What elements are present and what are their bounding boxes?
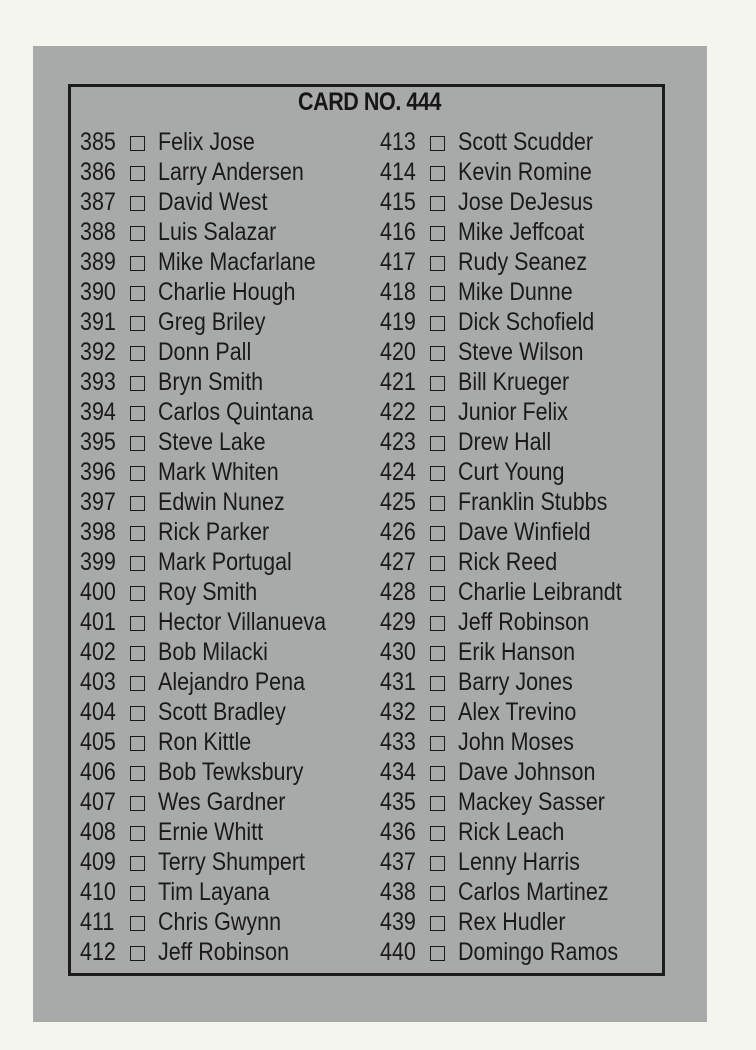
checklist-row (80, 247, 380, 277)
checkbox[interactable] (130, 316, 145, 331)
checklist-row (80, 547, 380, 577)
checkbox[interactable] (430, 886, 445, 901)
checklist-row (380, 697, 680, 727)
player-name: Scott Scudder (458, 128, 594, 156)
player-name: Dave Winfield (458, 518, 591, 546)
player-name: John Moses (458, 728, 574, 756)
player-name: Tim Layana (158, 878, 270, 906)
card-number: 394 (80, 398, 116, 426)
player-name: Lenny Harris (458, 848, 580, 876)
player-name: Ernie Whitt (158, 818, 264, 846)
card-number: 399 (80, 548, 116, 576)
card-number: 403 (80, 668, 116, 696)
checklist-row (80, 427, 380, 457)
card-number: 434 (380, 758, 416, 786)
player-name: Larry Andersen (158, 158, 304, 186)
checklist-row (80, 607, 380, 637)
checkbox[interactable] (130, 286, 145, 301)
checklist-row (380, 157, 680, 187)
player-name: Barry Jones (458, 668, 573, 696)
card-number: 432 (380, 698, 416, 726)
checklist-row (80, 907, 380, 937)
player-name: Charlie Hough (158, 278, 296, 306)
checklist-row (80, 877, 380, 907)
checkbox[interactable] (130, 496, 145, 511)
checkbox[interactable] (130, 676, 145, 691)
checkbox[interactable] (130, 826, 145, 841)
checklist-row (380, 397, 680, 427)
card-number: 416 (380, 218, 416, 246)
player-name: Mark Portugal (158, 548, 292, 576)
checklist-row (380, 457, 680, 487)
card-number: 438 (380, 878, 416, 906)
player-name: Kevin Romine (458, 158, 592, 186)
checkbox[interactable] (130, 406, 145, 421)
checklist-row (80, 937, 380, 967)
card-number: 395 (80, 428, 116, 456)
card-number: 404 (80, 698, 116, 726)
checklist-row (380, 817, 680, 847)
player-name: David West (158, 188, 268, 216)
checkbox[interactable] (130, 436, 145, 451)
card-number: 437 (380, 848, 416, 876)
card-number: 431 (380, 668, 416, 696)
card-number: 396 (80, 458, 116, 486)
player-name: Rex Hudler (458, 908, 566, 936)
player-name: Jose DeJesus (458, 188, 594, 216)
checklist-row (380, 217, 680, 247)
card-number: 412 (80, 938, 116, 966)
player-name: Steve Wilson (458, 338, 584, 366)
checkbox[interactable] (130, 736, 145, 751)
player-name: Bryn Smith (158, 368, 264, 396)
card-number: 436 (380, 818, 416, 846)
checklist-left-column (80, 127, 380, 967)
checklist-row (380, 637, 680, 667)
checklist-row (380, 427, 680, 457)
player-name: Curt Young (458, 458, 565, 486)
card-number: 408 (80, 818, 116, 846)
checkbox[interactable] (430, 136, 445, 151)
checkbox[interactable] (130, 586, 145, 601)
player-name: Mike Macfarlane (158, 248, 316, 276)
checklist-row (80, 727, 380, 757)
checkbox[interactable] (430, 316, 445, 331)
checkbox[interactable] (430, 616, 445, 631)
player-name: Bill Krueger (458, 368, 570, 396)
card-number: 388 (80, 218, 116, 246)
player-name: Dick Schofield (458, 308, 595, 336)
card-number: 385 (80, 128, 116, 156)
checklist-row (380, 727, 680, 757)
checklist-row (380, 577, 680, 607)
checkbox[interactable] (130, 556, 145, 571)
checklist-row (380, 337, 680, 367)
checkbox[interactable] (130, 916, 145, 931)
checkbox[interactable] (430, 346, 445, 361)
checklist-row (380, 907, 680, 937)
card-number: 398 (80, 518, 116, 546)
checkbox[interactable] (130, 766, 145, 781)
card-number: 413 (380, 128, 416, 156)
checkbox[interactable] (430, 796, 445, 811)
checklist-row (80, 817, 380, 847)
checkbox[interactable] (130, 646, 145, 661)
checklist-row (80, 187, 380, 217)
checkbox[interactable] (430, 526, 445, 541)
checkbox[interactable] (130, 796, 145, 811)
checklist-row (380, 247, 680, 277)
card-number: 411 (80, 908, 115, 936)
card-number: 409 (80, 848, 116, 876)
card-number: 405 (80, 728, 116, 756)
checklist-row (380, 547, 680, 577)
player-name: Erik Hanson (458, 638, 576, 666)
card-number: 427 (380, 548, 416, 576)
checklist-row (80, 277, 380, 307)
player-name: Luis Salazar (158, 218, 277, 246)
card-number: 426 (380, 518, 416, 546)
player-name: Franklin Stubbs (458, 488, 608, 516)
checklist-row (380, 277, 680, 307)
player-name: Donn Pall (158, 338, 252, 366)
checkbox[interactable] (130, 706, 145, 721)
checklist-row (80, 667, 380, 697)
player-name: Carlos Martinez (458, 878, 609, 906)
checkbox[interactable] (430, 376, 445, 391)
checkbox[interactable] (130, 136, 145, 151)
player-name: Felix Jose (158, 128, 255, 156)
checklist-row (380, 877, 680, 907)
checklist-row (80, 577, 380, 607)
checklist-right-column (380, 127, 680, 967)
card-number: 407 (80, 788, 116, 816)
card-number: 406 (80, 758, 116, 786)
card-number: 420 (380, 338, 416, 366)
checkbox[interactable] (430, 196, 445, 211)
player-name: Greg Briley (158, 308, 266, 336)
checklist-row (380, 937, 680, 967)
checklist-row (80, 487, 380, 517)
checklist-row (80, 337, 380, 367)
card-number: 402 (80, 638, 116, 666)
checklist-row (80, 457, 380, 487)
player-name: Hector Villanueva (158, 608, 327, 636)
checkbox[interactable] (130, 616, 145, 631)
player-name: Rick Leach (458, 818, 565, 846)
card-number: 387 (80, 188, 116, 216)
checklist-row (380, 307, 680, 337)
checkbox[interactable] (130, 886, 145, 901)
player-name: Wes Gardner (158, 788, 286, 816)
card-number: 391 (80, 308, 116, 336)
player-name: Ron Kittle (158, 728, 252, 756)
checkbox[interactable] (430, 166, 445, 181)
checkbox[interactable] (430, 916, 445, 931)
checklist-row (80, 397, 380, 427)
player-name: Junior Felix (458, 398, 568, 426)
checkbox[interactable] (130, 226, 145, 241)
checkbox[interactable] (430, 706, 445, 721)
checkbox[interactable] (430, 646, 445, 661)
card-number: 392 (80, 338, 116, 366)
checkbox[interactable] (430, 226, 445, 241)
checkbox[interactable] (430, 736, 445, 751)
checklist-row (80, 127, 380, 157)
card-number: 414 (380, 158, 416, 186)
player-name: Mackey Sasser (458, 788, 605, 816)
checklist-row (380, 757, 680, 787)
checkbox[interactable] (430, 586, 445, 601)
checklist-row (80, 157, 380, 187)
card-number: 393 (80, 368, 116, 396)
card-number: 419 (380, 308, 416, 336)
checkbox[interactable] (130, 526, 145, 541)
player-name: Mark Whiten (158, 458, 279, 486)
player-name: Roy Smith (158, 578, 258, 606)
player-name: Edwin Nunez (158, 488, 285, 516)
player-name: Chris Gwynn (158, 908, 282, 936)
card-number: 410 (80, 878, 116, 906)
player-name: Alejandro Pena (158, 668, 306, 696)
player-name: Alex Trevino (458, 698, 577, 726)
checklist-row (80, 757, 380, 787)
checklist-row (80, 367, 380, 397)
player-name: Bob Milacki (158, 638, 268, 666)
checkbox[interactable] (130, 466, 145, 481)
checklist-row (80, 697, 380, 727)
card-number: 400 (80, 578, 116, 606)
checkbox[interactable] (430, 256, 445, 271)
checkbox[interactable] (430, 826, 445, 841)
card-number: 397 (80, 488, 116, 516)
player-name: Jeff Robinson (158, 938, 290, 966)
player-name: Terry Shumpert (158, 848, 305, 876)
checklist-row (80, 787, 380, 817)
checklist-row (80, 217, 380, 247)
checklist-row (380, 667, 680, 697)
player-name: Bob Tewksbury (158, 758, 304, 786)
card-number: 440 (380, 938, 416, 966)
checklist-row (380, 847, 680, 877)
card-number: 401 (80, 608, 116, 636)
checkbox[interactable] (430, 946, 445, 961)
checkbox[interactable] (430, 286, 445, 301)
card-number: 425 (380, 488, 416, 516)
player-name: Domingo Ramos (458, 938, 619, 966)
card-number: 390 (80, 278, 116, 306)
checkbox[interactable] (130, 856, 145, 871)
player-name: Rudy Seanez (458, 248, 588, 276)
checklist-row (80, 847, 380, 877)
player-name: Carlos Quintana (158, 398, 314, 426)
checkbox[interactable] (130, 376, 145, 391)
player-name: Mike Dunne (458, 278, 573, 306)
checklist-row (80, 517, 380, 547)
checkbox[interactable] (430, 496, 445, 511)
checklist-row (380, 187, 680, 217)
checkbox[interactable] (430, 766, 445, 781)
checklist-row (380, 517, 680, 547)
player-name: Dave Johnson (458, 758, 596, 786)
checklist-row (80, 307, 380, 337)
checkbox[interactable] (430, 856, 445, 871)
card-number: 435 (380, 788, 416, 816)
card-number: 415 (380, 188, 416, 216)
checkbox[interactable] (430, 406, 445, 421)
card-number: 424 (380, 458, 416, 486)
card-number: 433 (380, 728, 416, 756)
checkbox[interactable] (430, 556, 445, 571)
player-name: Drew Hall (458, 428, 552, 456)
card-number: 389 (80, 248, 116, 276)
card-number: 439 (380, 908, 416, 936)
checklist-row (380, 787, 680, 817)
checkbox[interactable] (430, 676, 445, 691)
card-number: 429 (380, 608, 416, 636)
card-number: 430 (380, 638, 416, 666)
player-name: Scott Bradley (158, 698, 286, 726)
checkbox[interactable] (430, 436, 445, 451)
checklist-row (380, 367, 680, 397)
card-number: 422 (380, 398, 416, 426)
card-number: 428 (380, 578, 416, 606)
checklist-row (380, 487, 680, 517)
checklist-row (380, 127, 680, 157)
card-number: 418 (380, 278, 416, 306)
checkbox[interactable] (130, 346, 145, 361)
checklist-row (80, 637, 380, 667)
card-number: 421 (380, 368, 416, 396)
card-number: 423 (380, 428, 416, 456)
checklist-row (380, 607, 680, 637)
player-name: Steve Lake (158, 428, 266, 456)
player-name: Rick Reed (458, 548, 558, 576)
card-title: CARD NO. 444 (297, 88, 441, 116)
player-name: Jeff Robinson (458, 608, 590, 636)
player-name: Rick Parker (158, 518, 270, 546)
player-name: Charlie Leibrandt (458, 578, 622, 606)
checkbox[interactable] (130, 946, 145, 961)
player-name: Mike Jeffcoat (458, 218, 585, 246)
card-number: 386 (80, 158, 116, 186)
checkbox[interactable] (130, 166, 145, 181)
checkbox[interactable] (130, 256, 145, 271)
checkbox[interactable] (430, 466, 445, 481)
checkbox[interactable] (130, 196, 145, 211)
card-number: 417 (380, 248, 416, 276)
